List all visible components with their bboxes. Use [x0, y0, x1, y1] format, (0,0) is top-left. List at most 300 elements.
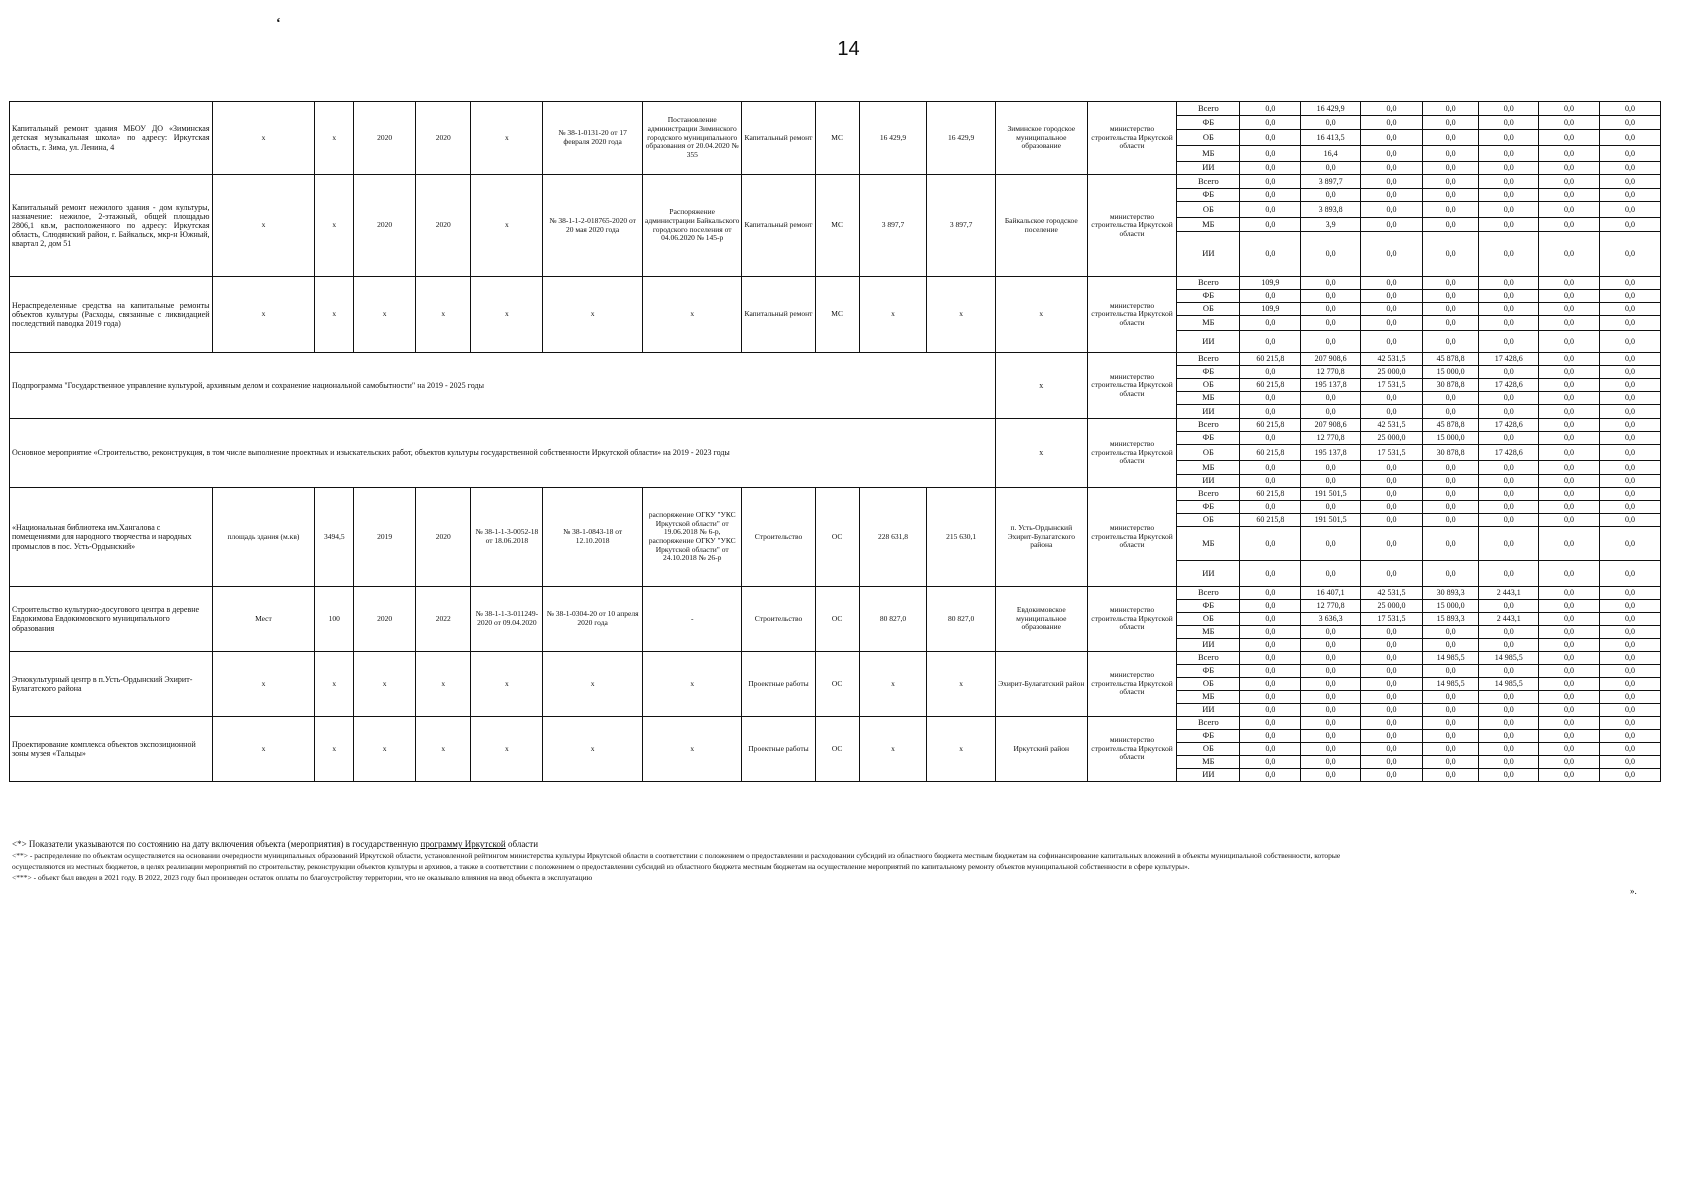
amount-cell: 42 531,5 — [1361, 587, 1423, 600]
amount-cell: 0,0 — [1599, 678, 1660, 691]
amount-cell: 0,0 — [1599, 626, 1660, 639]
corner-mark: ‘ — [276, 16, 281, 31]
amount-cell: 0,0 — [1539, 445, 1600, 461]
amount-cell: 0,0 — [1301, 756, 1361, 769]
amount-cell: 0,0 — [1599, 756, 1660, 769]
cell-pd: x — [543, 277, 643, 353]
amount-cell: 0,0 — [1539, 626, 1600, 639]
amount-cell: 0,0 — [1240, 102, 1301, 116]
amount-cell: 14 985,5 — [1422, 652, 1478, 665]
amount-cell: 0,0 — [1422, 290, 1478, 303]
amount-cell: 0,0 — [1240, 652, 1301, 665]
amount-cell: 0,0 — [1422, 162, 1478, 175]
amount-cell: 0,0 — [1422, 704, 1478, 717]
funding-source-cell: МБ — [1177, 461, 1240, 475]
amount-cell: 0,0 — [1361, 730, 1423, 743]
amount-cell: 0,0 — [1479, 102, 1539, 116]
amount-cell: 0,0 — [1422, 392, 1478, 405]
amount-cell: 0,0 — [1301, 691, 1361, 704]
cell-expertise: x — [471, 102, 543, 175]
cell-pd: № 38-1-1-2-018765-2020 от 20 мая 2020 года — [543, 175, 643, 277]
amount-cell: 0,0 — [1361, 130, 1423, 146]
amount-cell: 0,0 — [1539, 290, 1600, 303]
cell-pd: № 38-1-0843-18 от 12.10.2018 — [543, 488, 643, 587]
amount-cell: 0,0 — [1539, 665, 1600, 678]
cell-work: Капитальный ремонт — [742, 175, 815, 277]
amount-cell: 25 000,0 — [1361, 432, 1423, 445]
funding-source-cell: ОБ — [1177, 743, 1240, 756]
amount-cell: 0,0 — [1422, 639, 1478, 652]
amount-cell: 195 137,8 — [1301, 379, 1361, 392]
amount-cell: 0,0 — [1422, 102, 1478, 116]
amount-cell: 45 878,8 — [1422, 353, 1478, 366]
amount-cell: 0,0 — [1361, 232, 1423, 277]
amount-cell: 0,0 — [1479, 218, 1539, 232]
amount-cell: 0,0 — [1361, 501, 1423, 514]
amount-cell: 0,0 — [1599, 405, 1660, 419]
amount-cell: 0,0 — [1240, 475, 1301, 488]
object-name-cell: Проектирование комплекса объектов экспозиционной зоны музея «Тальцы» — [10, 717, 213, 782]
cell-level: МС — [815, 277, 859, 353]
amount-cell: 0,0 — [1301, 405, 1361, 419]
cell-customer: министерство строительства Иркутской области — [1087, 488, 1177, 587]
amount-cell: 0,0 — [1422, 527, 1478, 561]
amount-cell: 16 429,9 — [1301, 102, 1361, 116]
funding-source-cell: ФБ — [1177, 116, 1240, 130]
cell-decision: x — [642, 717, 742, 782]
cell-pd: № 38-1-0131-20 от 17 февраля 2020 года — [543, 102, 643, 175]
amount-cell: 0,0 — [1240, 639, 1301, 652]
cell-power: x — [212, 652, 315, 717]
footnote-1-link[interactable]: программу Иркутской — [420, 839, 506, 849]
amount-cell: 0,0 — [1361, 303, 1423, 316]
amount-cell: 30 878,8 — [1422, 445, 1478, 461]
funding-source-cell: ФБ — [1177, 366, 1240, 379]
amount-cell: 0,0 — [1479, 162, 1539, 175]
funding-source-cell: ОБ — [1177, 202, 1240, 218]
amount-cell: 0,0 — [1599, 202, 1660, 218]
amount-cell: 0,0 — [1539, 613, 1600, 626]
cell-customer: министерство строительства Иркутской области — [1087, 652, 1177, 717]
amount-cell: 0,0 — [1539, 189, 1600, 202]
amount-cell: 16 407,1 — [1301, 587, 1361, 600]
amount-cell: 0,0 — [1479, 730, 1539, 743]
amount-cell: 0,0 — [1301, 392, 1361, 405]
amount-cell: 0,0 — [1422, 202, 1478, 218]
amount-cell: 0,0 — [1539, 405, 1600, 419]
amount-cell: 0,0 — [1422, 561, 1478, 587]
amount-cell: 0,0 — [1301, 475, 1361, 488]
funding-source-cell: МБ — [1177, 691, 1240, 704]
amount-cell: 0,0 — [1240, 561, 1301, 587]
amount-cell: 0,0 — [1361, 704, 1423, 717]
amount-cell: 0,0 — [1301, 316, 1361, 331]
amount-cell: 0,0 — [1539, 419, 1600, 432]
amount-cell: 0,0 — [1539, 432, 1600, 445]
footnote-3: <***> - объект был введен в 2021 году. В 2022, 2023 году был произведен остаток оплаты по благоустройству территории, что не оказывало влияния на ввод объекта в эксплуатацию — [12, 872, 593, 882]
amount-cell: 0,0 — [1599, 769, 1660, 782]
amount-cell: 0,0 — [1361, 102, 1423, 116]
amount-cell: 0,0 — [1539, 475, 1600, 488]
cell-power: x — [212, 175, 315, 277]
amount-cell: 0,0 — [1361, 175, 1423, 189]
cell-end: 2020 — [416, 102, 471, 175]
amount-cell: 0,0 — [1599, 379, 1660, 392]
amount-cell: 0,0 — [1422, 665, 1478, 678]
amount-cell: 60 215,8 — [1240, 379, 1301, 392]
cell-customer: министерство строительства Иркутской области — [1087, 277, 1177, 353]
cell-municipality: x — [995, 419, 1087, 488]
cell-level: ОС — [815, 652, 859, 717]
amount-cell: 0,0 — [1479, 704, 1539, 717]
cell-cost: x — [859, 277, 927, 353]
funding-source-cell: ИИ — [1177, 639, 1240, 652]
amount-cell: 0,0 — [1361, 189, 1423, 202]
funding-source-cell: МБ — [1177, 392, 1240, 405]
cell-start: x — [354, 717, 416, 782]
amount-cell: 45 878,8 — [1422, 419, 1478, 432]
amount-cell: 0,0 — [1539, 691, 1600, 704]
funding-source-cell: ИИ — [1177, 232, 1240, 277]
cell-cost-est: 80 827,0 — [927, 587, 996, 652]
amount-cell: 0,0 — [1422, 277, 1478, 290]
amount-cell: 25 000,0 — [1361, 366, 1423, 379]
amount-cell: 0,0 — [1422, 316, 1478, 331]
amount-cell: 0,0 — [1539, 461, 1600, 475]
amount-cell: 0,0 — [1422, 756, 1478, 769]
amount-cell: 0,0 — [1422, 461, 1478, 475]
amount-cell: 0,0 — [1599, 527, 1660, 561]
cell-decision: Постановление администрации Зиминского городского муниципального образования от 20.04.2020 № 355 — [642, 102, 742, 175]
amount-cell: 0,0 — [1240, 202, 1301, 218]
funding-source-cell: ОБ — [1177, 678, 1240, 691]
amount-cell: 3 897,7 — [1301, 175, 1361, 189]
funding-source-cell: Всего — [1177, 419, 1240, 432]
amount-cell: 0,0 — [1539, 116, 1600, 130]
table-row — [10, 488, 1661, 501]
funding-source-cell: ОБ — [1177, 445, 1240, 461]
cell-level: МС — [815, 102, 859, 175]
amount-cell: 0,0 — [1479, 116, 1539, 130]
cell-power-val: x — [315, 277, 354, 353]
amount-cell: 0,0 — [1240, 461, 1301, 475]
amount-cell: 0,0 — [1240, 730, 1301, 743]
cell-cost: 3 897,7 — [859, 175, 927, 277]
cell-end: x — [416, 652, 471, 717]
amount-cell: 0,0 — [1301, 665, 1361, 678]
cell-cost-est: 16 429,9 — [927, 102, 996, 175]
amount-cell: 0,0 — [1422, 303, 1478, 316]
amount-cell: 0,0 — [1539, 717, 1600, 730]
funding-source-cell: ФБ — [1177, 730, 1240, 743]
amount-cell: 0,0 — [1240, 130, 1301, 146]
amount-cell: 0,0 — [1240, 717, 1301, 730]
cell-decision: - — [642, 587, 742, 652]
amount-cell: 0,0 — [1539, 587, 1600, 600]
amount-cell: 0,0 — [1361, 652, 1423, 665]
amount-cell: 0,0 — [1599, 600, 1660, 613]
amount-cell: 0,0 — [1539, 162, 1600, 175]
cell-cost: x — [859, 717, 927, 782]
amount-cell: 0,0 — [1599, 392, 1660, 405]
amount-cell: 0,0 — [1479, 756, 1539, 769]
amount-cell: 2 443,1 — [1479, 587, 1539, 600]
amount-cell: 0,0 — [1599, 162, 1660, 175]
amount-cell: 0,0 — [1599, 717, 1660, 730]
amount-cell: 0,0 — [1361, 146, 1423, 162]
amount-cell: 207 908,6 — [1301, 353, 1361, 366]
amount-cell: 191 501,5 — [1301, 514, 1361, 527]
amount-cell: 0,0 — [1240, 600, 1301, 613]
cell-start: 2020 — [354, 587, 416, 652]
amount-cell: 0,0 — [1479, 626, 1539, 639]
amount-cell: 0,0 — [1539, 316, 1600, 331]
funding-source-cell: ОБ — [1177, 613, 1240, 626]
amount-cell: 14 985,5 — [1479, 678, 1539, 691]
footnote-2: <**> - распределение по объектам осуществляется на основании очередности муниципальных образований Иркутской области, установленной рейтингом министерства культуры Иркутской области в соответствии с положением о предоставлении и расходовании субсидий из областного бюджета местным бюджетам на софинансирование капитальных вложений в объекты муниципальной собственности, которые осуществляются из местных бюджетов, в целях реализации мероприятий по строительству, реконструкции объектов культуры и архивов, а также в соответствии с положением о предоставлении субсидий из областного бюджета местным бюджетам на осуществление мероприятий по капитальному ремонту объектов муниципальной собственности в сфере культуры». — [12, 851, 1341, 871]
amount-cell: 0,0 — [1599, 743, 1660, 756]
amount-cell: 0,0 — [1361, 769, 1423, 782]
cell-decision: x — [642, 652, 742, 717]
funding-source-cell: Всего — [1177, 353, 1240, 366]
cell-work: Строительство — [742, 488, 815, 587]
amount-cell: 17 428,6 — [1479, 379, 1539, 392]
amount-cell: 0,0 — [1240, 405, 1301, 419]
amount-cell: 0,0 — [1539, 561, 1600, 587]
amount-cell: 0,0 — [1361, 331, 1423, 353]
amount-cell: 0,0 — [1422, 116, 1478, 130]
amount-cell: 15 000,0 — [1422, 600, 1478, 613]
amount-cell: 16,4 — [1301, 146, 1361, 162]
cell-work: Проектные работы — [742, 717, 815, 782]
amount-cell: 0,0 — [1479, 202, 1539, 218]
amount-cell: 0,0 — [1422, 130, 1478, 146]
funding-source-cell: ФБ — [1177, 290, 1240, 303]
amount-cell: 0,0 — [1240, 366, 1301, 379]
cell-work: Капитальный ремонт — [742, 277, 815, 353]
amount-cell: 0,0 — [1599, 488, 1660, 501]
amount-cell: 0,0 — [1539, 769, 1600, 782]
amount-cell: 0,0 — [1479, 432, 1539, 445]
cell-cost-est: x — [927, 717, 996, 782]
amount-cell: 0,0 — [1539, 488, 1600, 501]
amount-cell: 0,0 — [1479, 743, 1539, 756]
amount-cell: 0,0 — [1240, 678, 1301, 691]
amount-cell: 17 531,5 — [1361, 613, 1423, 626]
amount-cell: 0,0 — [1599, 665, 1660, 678]
funding-source-cell: МБ — [1177, 316, 1240, 331]
amount-cell: 0,0 — [1539, 756, 1600, 769]
amount-cell: 15 893,3 — [1422, 613, 1478, 626]
amount-cell: 0,0 — [1479, 665, 1539, 678]
amount-cell: 0,0 — [1599, 331, 1660, 353]
cell-start: x — [354, 652, 416, 717]
amount-cell: 30 893,3 — [1422, 587, 1478, 600]
amount-cell: 0,0 — [1361, 639, 1423, 652]
cell-municipality: Евдокимовское муниципальное образование — [995, 587, 1087, 652]
funding-source-cell: ФБ — [1177, 189, 1240, 202]
amount-cell: 0,0 — [1599, 316, 1660, 331]
amount-cell: 0,0 — [1240, 613, 1301, 626]
cell-decision: Распоряжение администрации Байкальского городского поселения от 04.06.2020 № 145-р — [642, 175, 742, 277]
funding-source-cell: ФБ — [1177, 432, 1240, 445]
amount-cell: 0,0 — [1539, 639, 1600, 652]
amount-cell: 0,0 — [1422, 743, 1478, 756]
cell-work: Проектные работы — [742, 652, 815, 717]
funding-source-cell: Всего — [1177, 102, 1240, 116]
amount-cell: 0,0 — [1301, 626, 1361, 639]
footnote-1-text: <*> Показатели указываются по состоянию на дату включения объекта (мероприятия) в государственную — [12, 839, 421, 849]
amount-cell: 0,0 — [1539, 175, 1600, 189]
amount-cell: 15 000,0 — [1422, 432, 1478, 445]
cell-cost: 228 631,8 — [859, 488, 927, 587]
amount-cell: 12 770,8 — [1301, 600, 1361, 613]
amount-cell: 0,0 — [1539, 232, 1600, 277]
amount-cell: 0,0 — [1479, 691, 1539, 704]
amount-cell: 0,0 — [1301, 461, 1361, 475]
program-name-cell: Основное мероприятие «Строительство, реконструкция, в том числе выполнение проектных и изыскательских работ, объектов культуры государственной собственности Иркутской области» на 2019 - 2023 годы — [10, 419, 996, 488]
cell-expertise: x — [471, 175, 543, 277]
funding-source-cell: ИИ — [1177, 704, 1240, 717]
amount-cell: 0,0 — [1479, 146, 1539, 162]
cell-power-val: 3494,5 — [315, 488, 354, 587]
amount-cell: 15 000,0 — [1422, 366, 1478, 379]
cell-expertise: № 38-1-1-3-011249-2020 от 09.04.2020 — [471, 587, 543, 652]
funding-source-cell: МБ — [1177, 626, 1240, 639]
funding-source-cell: ИИ — [1177, 475, 1240, 488]
funding-source-cell: ФБ — [1177, 665, 1240, 678]
amount-cell: 0,0 — [1539, 743, 1600, 756]
funding-source-cell: ИИ — [1177, 405, 1240, 419]
cell-customer: министерство строительства Иркутской области — [1087, 419, 1177, 488]
cell-customer: министерство строительства Иркутской области — [1087, 587, 1177, 652]
amount-cell: 60 215,8 — [1240, 445, 1301, 461]
amount-cell: 0,0 — [1479, 290, 1539, 303]
amount-cell: 0,0 — [1240, 232, 1301, 277]
amount-cell: 0,0 — [1422, 691, 1478, 704]
cell-level: ОС — [815, 488, 859, 587]
amount-cell: 0,0 — [1599, 290, 1660, 303]
amount-cell: 0,0 — [1301, 639, 1361, 652]
amount-cell: 0,0 — [1301, 652, 1361, 665]
amount-cell: 0,0 — [1422, 717, 1478, 730]
cell-customer: министерство строительства Иркутской области — [1087, 353, 1177, 419]
cell-level: ОС — [815, 717, 859, 782]
cell-customer: министерство строительства Иркутской области — [1087, 102, 1177, 175]
amount-cell: 0,0 — [1539, 704, 1600, 717]
amount-cell: 0,0 — [1240, 501, 1301, 514]
funding-source-cell: ИИ — [1177, 769, 1240, 782]
amount-cell: 14 985,5 — [1422, 678, 1478, 691]
cell-power: x — [212, 277, 315, 353]
amount-cell: 0,0 — [1240, 704, 1301, 717]
amount-cell: 0,0 — [1479, 501, 1539, 514]
cell-municipality: x — [995, 277, 1087, 353]
amount-cell: 0,0 — [1599, 514, 1660, 527]
cell-expertise: x — [471, 717, 543, 782]
object-name-cell: «Национальная библиотека им.Хангалова с помещениями для народного творчества и народных промыслов в пос. Усть-Ордынский» — [10, 488, 213, 587]
amount-cell: 0,0 — [1539, 146, 1600, 162]
cell-municipality: Эхирит-Булагатский район — [995, 652, 1087, 717]
amount-cell: 0,0 — [1479, 189, 1539, 202]
table-row — [10, 277, 1661, 290]
funding-source-cell: ИИ — [1177, 331, 1240, 353]
cell-end: x — [416, 277, 471, 353]
cell-customer: министерство строительства Иркутской области — [1087, 717, 1177, 782]
amount-cell: 0,0 — [1361, 626, 1423, 639]
cell-cost-est: 215 630,1 — [927, 488, 996, 587]
amount-cell: 42 531,5 — [1361, 353, 1423, 366]
footnotes — [12, 838, 1342, 884]
amount-cell: 0,0 — [1599, 704, 1660, 717]
amount-cell: 0,0 — [1539, 353, 1600, 366]
amount-cell: 0,0 — [1240, 743, 1301, 756]
table-row — [10, 652, 1661, 665]
amount-cell: 0,0 — [1539, 501, 1600, 514]
amount-cell: 0,0 — [1599, 232, 1660, 277]
amount-cell: 0,0 — [1422, 232, 1478, 277]
amount-cell: 0,0 — [1599, 561, 1660, 587]
amount-cell: 0,0 — [1361, 116, 1423, 130]
amount-cell: 0,0 — [1422, 331, 1478, 353]
funding-source-cell: МБ — [1177, 146, 1240, 162]
amount-cell: 0,0 — [1479, 405, 1539, 419]
amount-cell: 0,0 — [1240, 756, 1301, 769]
page-number: 14 — [837, 38, 860, 60]
amount-cell: 3 893,8 — [1301, 202, 1361, 218]
amount-cell: 0,0 — [1361, 717, 1423, 730]
amount-cell: 0,0 — [1479, 475, 1539, 488]
amount-cell: 0,0 — [1361, 202, 1423, 218]
amount-cell: 0,0 — [1240, 146, 1301, 162]
amount-cell: 0,0 — [1361, 290, 1423, 303]
table-row — [10, 102, 1661, 116]
amount-cell: 0,0 — [1301, 501, 1361, 514]
funding-source-cell: Всего — [1177, 717, 1240, 730]
amount-cell: 0,0 — [1301, 162, 1361, 175]
amount-cell: 16 413,5 — [1301, 130, 1361, 146]
cell-expertise: № 38-1-1-3-0052-18 от 18.06.2018 — [471, 488, 543, 587]
funding-source-cell: МБ — [1177, 218, 1240, 232]
table-row — [10, 717, 1661, 730]
amount-cell: 0,0 — [1301, 527, 1361, 561]
amount-cell: 0,0 — [1422, 189, 1478, 202]
amount-cell: 0,0 — [1599, 146, 1660, 162]
cell-end: 2020 — [416, 488, 471, 587]
cell-expertise: x — [471, 277, 543, 353]
amount-cell: 0,0 — [1599, 218, 1660, 232]
amount-cell: 17 531,5 — [1361, 445, 1423, 461]
amount-cell: 0,0 — [1361, 316, 1423, 331]
table-row — [10, 353, 1661, 366]
cell-power-val: 100 — [315, 587, 354, 652]
amount-cell: 0,0 — [1422, 769, 1478, 782]
amount-cell: 17 428,6 — [1479, 445, 1539, 461]
amount-cell: 0,0 — [1599, 639, 1660, 652]
amount-cell: 0,0 — [1599, 353, 1660, 366]
amount-cell: 109,9 — [1240, 277, 1301, 290]
amount-cell: 0,0 — [1301, 232, 1361, 277]
amount-cell: 0,0 — [1599, 613, 1660, 626]
cell-customer: министерство строительства Иркутской области — [1087, 175, 1177, 277]
amount-cell: 0,0 — [1361, 527, 1423, 561]
cell-municipality: x — [995, 353, 1087, 419]
amount-cell: 0,0 — [1599, 587, 1660, 600]
end-mark: ». — [1630, 886, 1637, 896]
amount-cell: 60 215,8 — [1240, 488, 1301, 501]
object-name-cell: Этнокультурный центр в п.Усть-Ордынский Эхирит-Булагатского района — [10, 652, 213, 717]
cell-level: МС — [815, 175, 859, 277]
